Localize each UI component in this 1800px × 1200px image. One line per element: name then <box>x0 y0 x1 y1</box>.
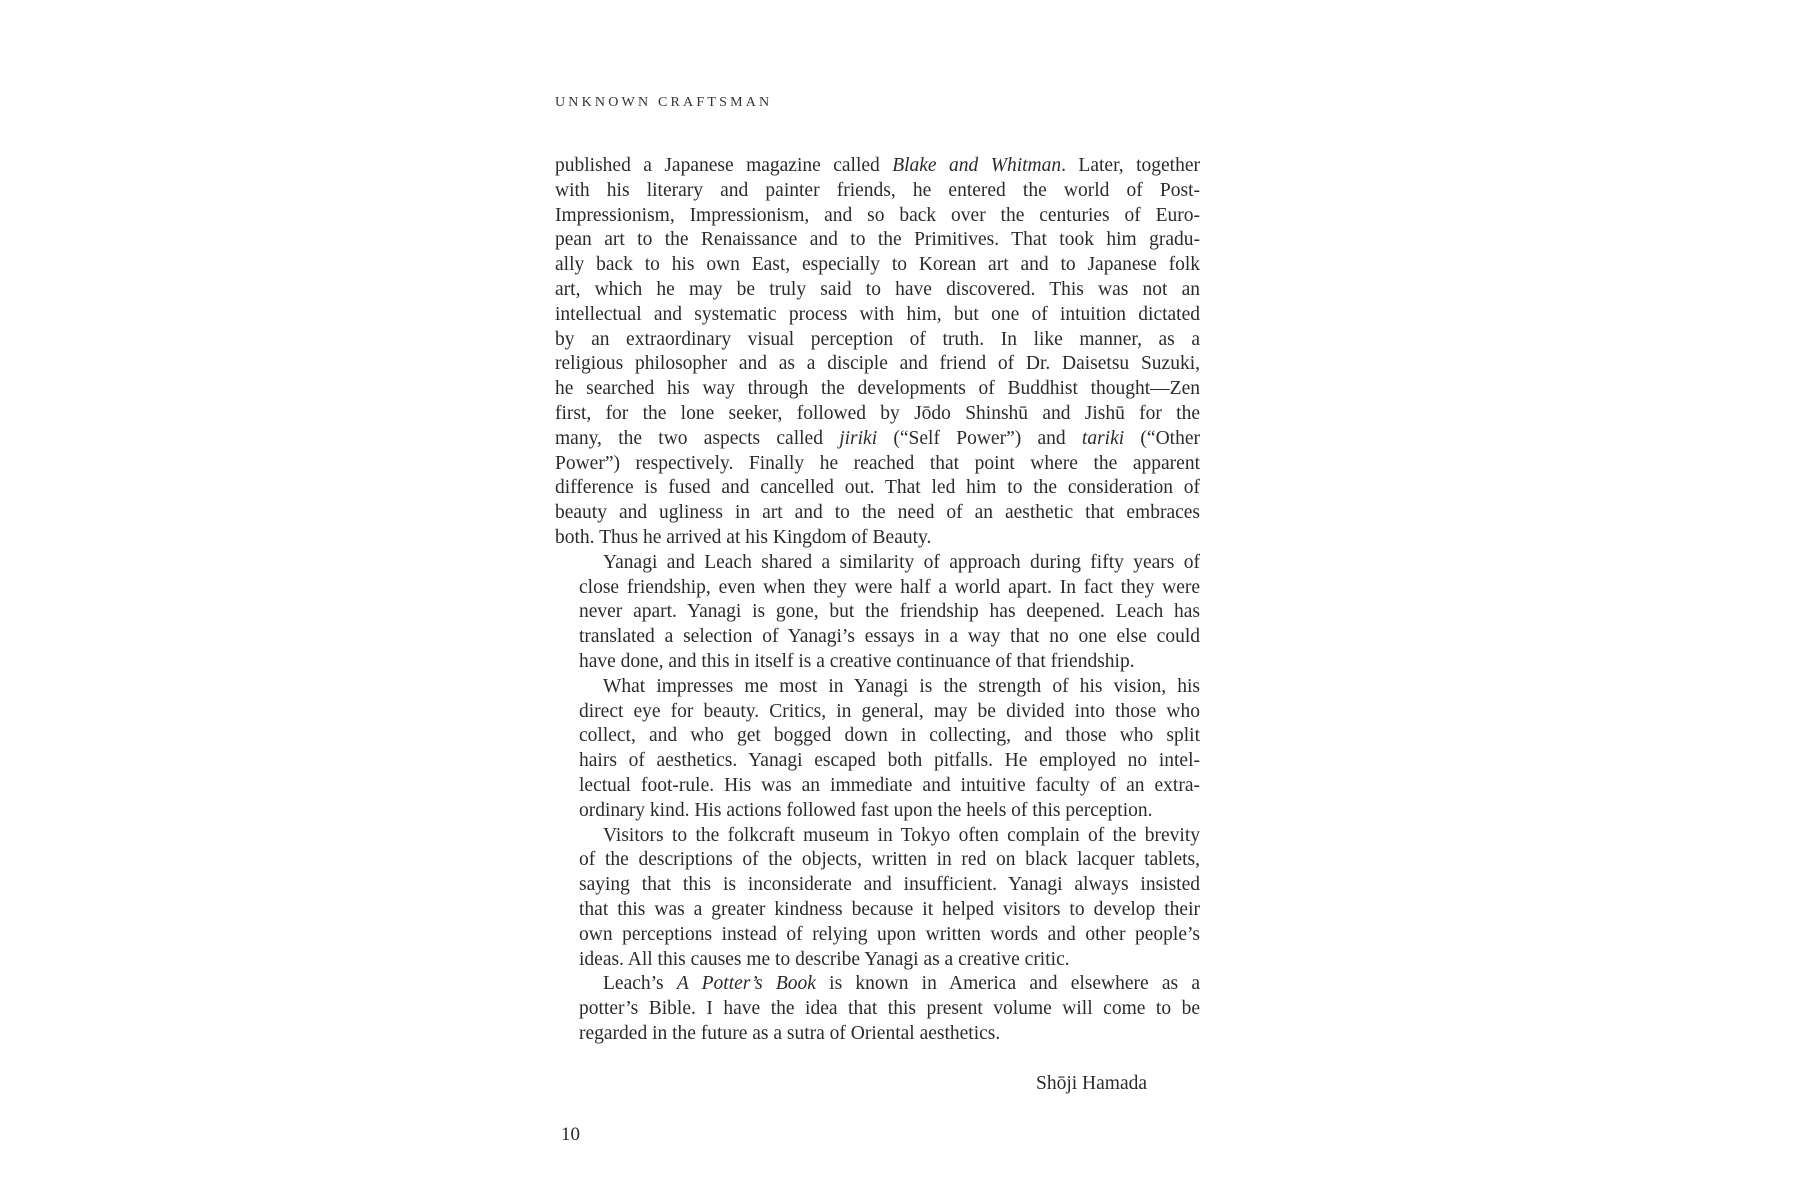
text-line: saying that this is inconsiderate and insufficient. Yanagi always insisted <box>579 874 1200 896</box>
paragraph <box>555 551 1200 675</box>
body-text <box>555 154 1200 1047</box>
text-line: potter’s Bible. I have the idea that this present volume will come to be <box>579 998 1200 1020</box>
text-line: pean art to the Renaissance and to the Primitives. That took him gradu- <box>555 229 1200 251</box>
text-line: direct eye for beauty. Critics, in general, may be divided into those who <box>579 700 1200 722</box>
italic-title: A Potter’s Book <box>676 973 816 995</box>
text-line: both. Thus he arrived at his Kingdom of Beauty. <box>555 526 932 548</box>
text-line: religious philosopher and as a disciple and friend of Dr. Daisetsu Suzuki, <box>555 353 1200 375</box>
italic-title: Blake and Whitman <box>892 155 1062 176</box>
text-line: art, which he may be truly said to have discovered. This was not an <box>555 278 1200 300</box>
text-line: Yanagi and Leach shared a similarity of approach during fifty years of <box>603 551 1200 573</box>
text-line: ordinary kind. His actions followed fast upon the heels of this perception. <box>579 799 1153 821</box>
italic-title: tariki <box>1081 427 1125 449</box>
text-line: hairs of aesthetics. Yanagi escaped both pitfalls. He employed no intel- <box>579 750 1200 772</box>
text-line: Leach’s A Potter’s Book is known in America and elsewhere as a <box>603 973 1200 995</box>
text-line: with his literary and painter friends, he entered the world of Post- <box>555 179 1200 201</box>
text-line: Visitors to the folkcraft museum in Tokyo often complain of the brevity <box>603 824 1200 846</box>
paragraph <box>555 972 1200 1046</box>
text-line: that this was a greater kindness because it helped visitors to develop their <box>579 898 1200 920</box>
text-line: of the descriptions of the objects, written in red on black lacquer tablets, <box>579 849 1200 871</box>
text-line: What impresses me most in Yanagi is the strength of his vision, his <box>603 675 1200 697</box>
page-number: 10 <box>561 1124 580 1145</box>
text-line: ally back to his own East, especially to Korean art and to Japanese folk <box>555 254 1200 276</box>
text-line: Impressionism, Impressionism, and so back over the centuries of Euro- <box>555 204 1200 226</box>
text-line: many, the two aspects called jiriki (“Self Power”) and tariki (“Other <box>555 427 1200 449</box>
text-line: regarded in the future as a sutra of Oriental aesthetics. <box>579 1022 1001 1044</box>
text-line: translated a selection of Yanagi’s essays in a way that no one else could <box>579 626 1200 648</box>
text-line: own perceptions instead of relying upon written words and other people’s <box>579 923 1200 945</box>
text-line: Power”) respectively. Finally he reached that point where the apparent <box>555 452 1200 474</box>
text-line: published a Japanese magazine called Blake and Whitman. Later, together <box>555 155 1200 176</box>
text-line: beauty and ugliness in art and to the need of an aesthetic that embraces <box>555 502 1200 524</box>
text-line: first, for the lone seeker, followed by Jōdo Shinshū and Jishū for the <box>555 402 1200 424</box>
text-line: close friendship, even when they were half a world apart. In fact they were <box>579 576 1200 598</box>
text-line: he searched his way through the developments of Buddhist thought—Zen <box>555 378 1200 400</box>
text-line: have done, and this in itself is a creative continuance of that friendship. <box>579 650 1135 672</box>
paragraph <box>555 154 1200 551</box>
text-line: collect, and who get bogged down in collecting, and those who split <box>579 725 1200 747</box>
paragraph <box>555 675 1200 824</box>
running-head: UNKNOWN CRAFTSMAN <box>555 95 773 110</box>
text-line: ideas. All this causes me to describe Yanagi as a creative critic. <box>579 948 1070 970</box>
text-line: by an extraordinary visual perception of truth. In like manner, as a <box>555 328 1200 350</box>
italic-title: jiriki <box>839 427 878 449</box>
author-signature: Shōji Hamada <box>1036 1073 1148 1094</box>
text-line: intellectual and systematic process with him, but one of intuition dictated <box>555 303 1200 325</box>
text-line: difference is fused and cancelled out. That led him to the consideration of <box>555 477 1200 499</box>
text-line: lectual foot-rule. His was an immediate and intuitive faculty of an extra- <box>579 774 1200 796</box>
paragraph <box>555 824 1200 973</box>
text-line: never apart. Yanagi is gone, but the friendship has deepened. Leach has <box>579 601 1200 623</box>
